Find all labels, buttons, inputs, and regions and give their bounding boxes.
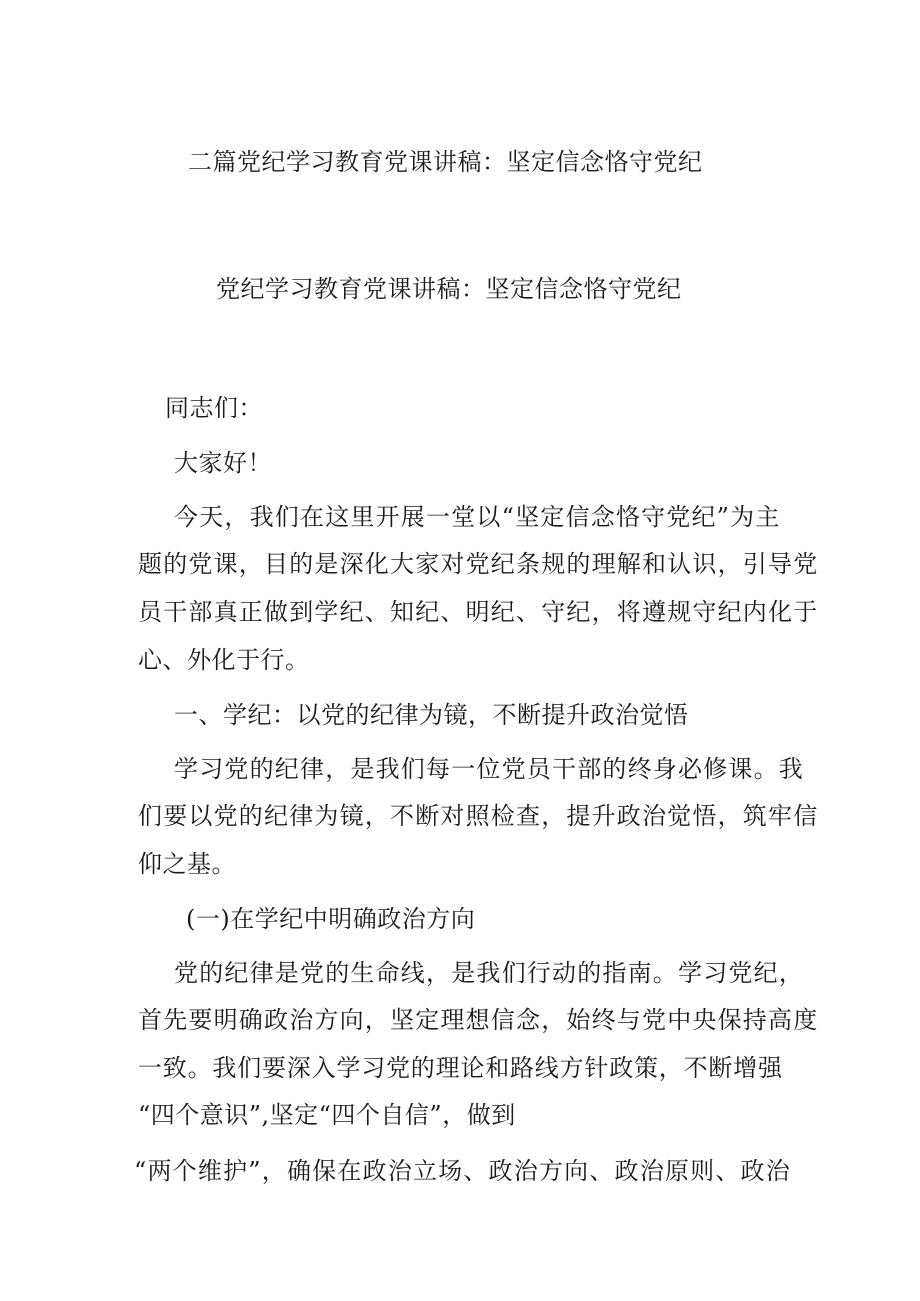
sub-title: 党纪学习教育党课讲稿：坚定信念恪守党纪 xyxy=(216,275,682,303)
paragraph-line: “四个意识”,坚定“四个自信”，做到 xyxy=(138,1101,516,1129)
paragraph-line: 题的党课，目的是深化大家对党纪条规的理解和认识，引导党 xyxy=(138,550,819,578)
paragraph-line: 今天，我们在这里开展一堂以“坚定信念恪守党纪”为主 xyxy=(174,503,781,531)
subsection-heading: (一)在学纪中明确政治方向 xyxy=(186,905,476,933)
paragraph-line: 一致。我们要深入学习党的理论和路线方针政策，不断增强 xyxy=(138,1054,783,1082)
paragraph-line: 员干部真正做到学纪、知纪、明纪、守纪，将遵规守纪内化于 xyxy=(138,598,819,626)
paragraph-line: 党的纪律是党的生命线，是我们行动的指南。学习党纪， xyxy=(174,959,804,987)
section-heading: 一、学纪：以党的纪律为镜，不断提升政治觉悟 xyxy=(174,701,689,729)
paragraph-line: 仰之基。 xyxy=(138,850,236,878)
main-title: 二篇党纪学习教育党课讲稿：坚定信念恪守党纪 xyxy=(188,148,703,176)
paragraph-line: 心、外化于行。 xyxy=(138,646,310,674)
greeting-line: 大家好！ xyxy=(174,449,272,477)
greeting-line: 同志们： xyxy=(165,394,263,422)
paragraph-line: “两个维护”，确保在政治立场、政治方向、政治原则、政治 xyxy=(134,1157,791,1185)
paragraph-line: 学习党的纪律，是我们每一位党员干部的终身必修课。我 xyxy=(174,755,804,783)
paragraph-line: 们要以党的纪律为镜，不断对照检查，提升政治觉悟，筑牢信 xyxy=(138,802,819,830)
paragraph-line: 首先要明确政治方向，坚定理想信念，始终与党中央保持高度 xyxy=(138,1006,819,1034)
